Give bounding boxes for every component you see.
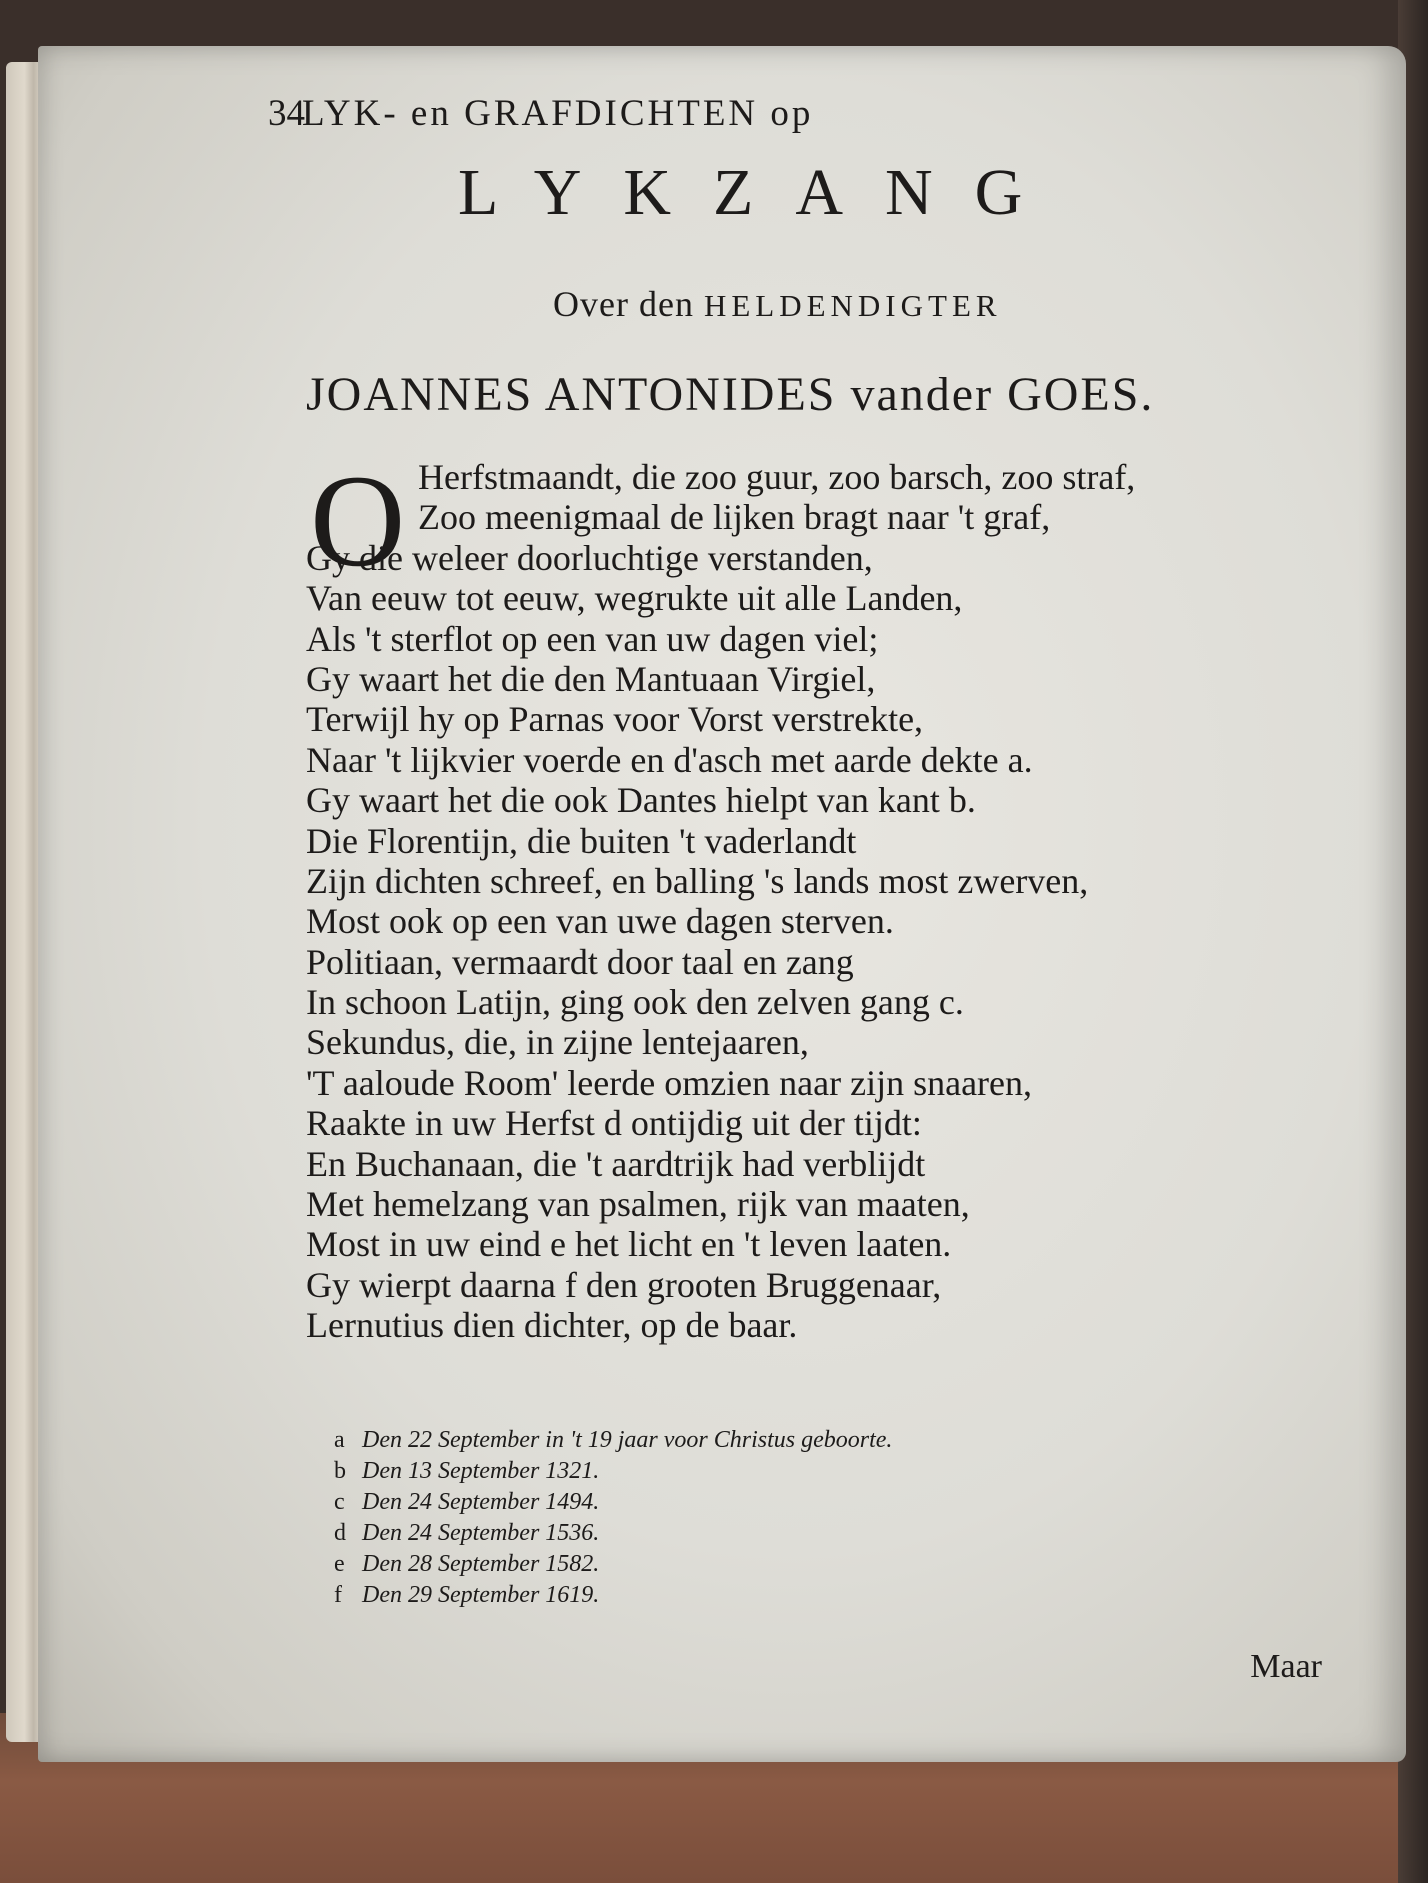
verse-line: Most ook op een van uwe dagen sterven. xyxy=(306,901,894,942)
footnote-mark: a xyxy=(334,1427,345,1453)
verse-line: Gy waart het die ook Dantes hielpt van kant b. xyxy=(306,780,976,821)
verse-line: Sekundus, die, in zijne lentejaaren, xyxy=(306,1022,809,1063)
verse-line: Lernutius dien dichter, op de baar. xyxy=(306,1305,798,1346)
subtitle-caps: HELDENDIGTER xyxy=(703,288,1002,323)
footnote-mark: c xyxy=(334,1489,345,1515)
section-title: LYKZANG xyxy=(458,156,1065,229)
running-head-lead: LYK- en xyxy=(302,93,465,134)
verse-line: Most in uw eind e het licht en 't leven laaten. xyxy=(306,1224,952,1265)
footnotes xyxy=(334,1425,892,1611)
footnote xyxy=(334,1518,892,1549)
verse-line: Gy wierpt daarna f den grooten Bruggenaar, xyxy=(306,1264,942,1305)
footnote-mark: d xyxy=(334,1520,346,1546)
footnote xyxy=(334,1456,892,1487)
running-head-main: GRAFDICHTEN xyxy=(464,93,759,134)
verse-line: Zijn dichten schreef, en balling 's lands most zwerven, xyxy=(306,860,1089,901)
footnote xyxy=(334,1487,892,1518)
verse-line: Raakte in uw Herfst d ontijdig uit der tijdt: xyxy=(306,1103,922,1144)
footnote xyxy=(334,1549,892,1580)
footnote-text: Den 29 September 1619. xyxy=(362,1582,600,1608)
drop-cap: O xyxy=(310,447,406,594)
verse-line: Die Florentijn, die buiten 't vaderlandt xyxy=(306,820,857,861)
verse-line: Van eeuw tot eeuw, wegrukte uit alle Landen, xyxy=(306,578,963,619)
verse-line: Gy die weleer doorluchtige verstanden, xyxy=(306,537,873,578)
verse-line: Als 't sterflot op een van uw dagen viel; xyxy=(306,618,879,659)
verse-line: Politiaan, vermaardt door taal en zang xyxy=(306,941,854,982)
footnote-mark: f xyxy=(334,1582,342,1608)
verse-line: Herfstmaandt, die zoo guur, zoo barsch, zoo straf, xyxy=(418,457,1136,497)
footnote xyxy=(334,1580,892,1611)
verse-line: 'T aaloude Room' leerde omzien naar zijn snaaren, xyxy=(306,1062,1033,1103)
verse-line: Naar 't lijkvier voerde en d'asch met aarde dekte a. xyxy=(306,739,1033,780)
subtitle-lead: Over den xyxy=(553,284,704,324)
subject-name: JOANNES ANTONIDES vander GOES. xyxy=(306,368,1155,421)
footnote xyxy=(334,1425,892,1456)
footnote-text: Den 24 September 1494. xyxy=(362,1489,600,1515)
verse-line: En Buchanaan, die 't aardtrijk had verblijdt xyxy=(306,1143,926,1184)
footnote-text: Den 13 September 1321. xyxy=(362,1458,600,1484)
poem-verses xyxy=(306,447,1356,1346)
subtitle xyxy=(553,283,1002,325)
footnote-mark: b xyxy=(334,1458,346,1484)
running-head-tail: op xyxy=(758,93,814,134)
catchword: Maar xyxy=(1250,1648,1322,1685)
footnote-mark: e xyxy=(334,1551,345,1577)
footnote-text: Den 22 September in 't 19 jaar voor Christus geboorte. xyxy=(362,1427,893,1453)
verse-line: In schoon Latijn, ging ook den zelven gang c. xyxy=(306,982,964,1023)
verse-line: Gy waart het die den Mantuaan Virgiel, xyxy=(306,658,876,699)
running-head xyxy=(302,92,813,135)
page-number: 34 xyxy=(268,93,305,134)
footnote-text: Den 24 September 1536. xyxy=(362,1520,600,1546)
verse-line: Zoo meenigmaal de lijken bragt naar 't graf, xyxy=(418,497,1051,538)
verse-line: Terwijl hy op Parnas voor Vorst verstrekte, xyxy=(306,699,924,740)
footnote-text: Den 28 September 1582. xyxy=(362,1551,600,1577)
verse-line: Met hemelzang van psalmen, rijk van maaten, xyxy=(306,1184,970,1225)
